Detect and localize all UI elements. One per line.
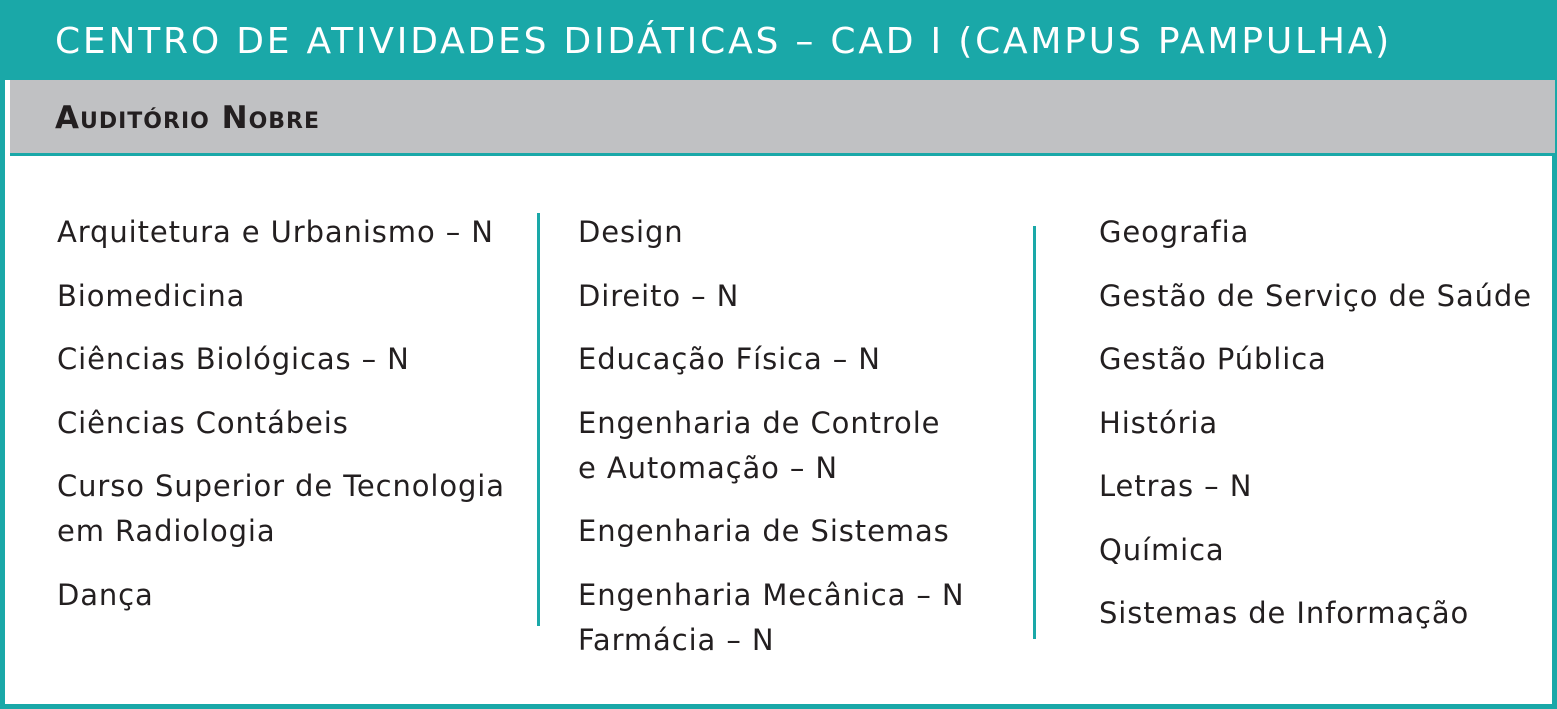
list-item: Engenharia de Sistemas xyxy=(578,514,950,548)
page-title: CENTRO DE ATIVIDADES DIDÁTICAS – CAD I (CAMPUS PAMPULHA) xyxy=(55,21,1392,62)
course-column-1 xyxy=(57,210,517,636)
list-item: Sistemas de Informação xyxy=(1099,596,1470,630)
list-item: Gestão Pública xyxy=(1099,342,1327,376)
list-item: Farmácia – N xyxy=(578,622,775,657)
list-item: Engenharia Mecânica – N xyxy=(578,577,965,612)
section-title: Auditório Nobre xyxy=(55,100,321,136)
list-item: Letras – N xyxy=(1099,469,1253,503)
list-item: Gestão de Serviço de Saúde xyxy=(1099,278,1532,313)
list-item: Curso Superior de Tecnologia em Radiologia xyxy=(57,469,505,548)
list-item: Educação Física – N xyxy=(578,342,881,376)
column-divider xyxy=(1033,226,1036,639)
title-bar xyxy=(5,0,1557,80)
list-item: Arquitetura e Urbanismo – N xyxy=(57,215,494,249)
subtitle-bar xyxy=(10,80,1555,156)
list-item: Geografia xyxy=(1099,215,1250,249)
list-item: Dança xyxy=(57,577,154,612)
list-item: Química xyxy=(1099,532,1225,567)
list-item: Ciências Contábeis xyxy=(57,405,349,440)
column-divider xyxy=(537,213,540,626)
list-item: Ciências Biológicas – N xyxy=(57,342,410,376)
list-item: Engenharia de Controle e Automação – N xyxy=(578,405,941,485)
list-item: História xyxy=(1099,405,1219,440)
list-item: Design xyxy=(578,215,684,249)
course-column-2 xyxy=(578,210,998,681)
course-column-3 xyxy=(1099,210,1549,655)
list-item: Direito – N xyxy=(578,278,740,313)
list-item: Biomedicina xyxy=(57,278,246,313)
